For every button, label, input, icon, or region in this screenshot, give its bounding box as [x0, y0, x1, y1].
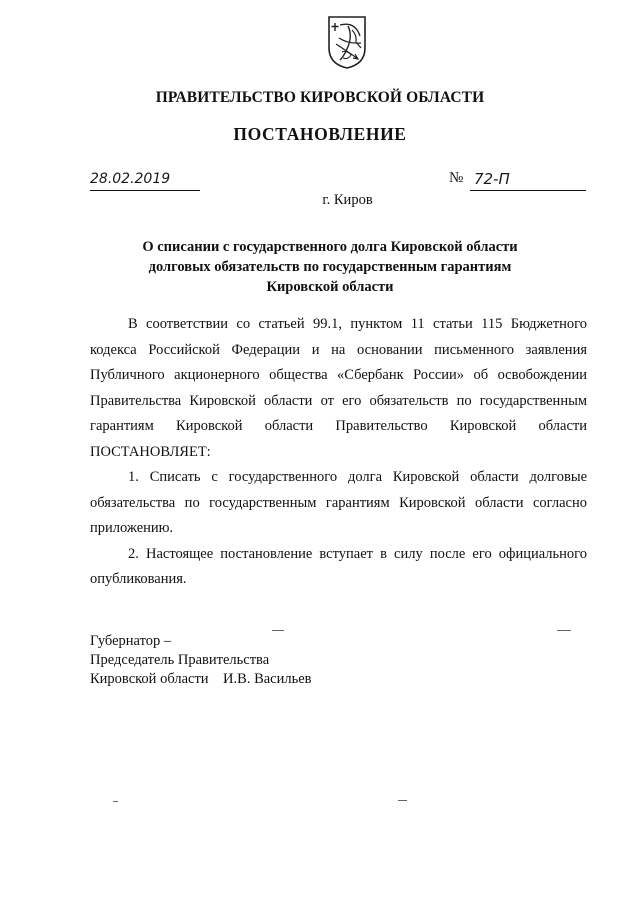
scan-mark	[113, 801, 118, 802]
document-body	[90, 312, 587, 593]
handwritten-date: 28.02.2019	[90, 171, 171, 187]
scan-mark	[398, 800, 407, 801]
decree-item-1: 1. Списать с государственного долга Кировской области долговые обязательства по государственным гарантиям Кировской области согласно приложению.	[90, 469, 587, 536]
decree-item-2: 2. Настоящее постановление вступает в силу после его официального опубликования.	[90, 545, 587, 587]
date-field	[90, 170, 200, 191]
subject-line: долговых обязательств по государственным гарантиям	[148, 259, 512, 275]
scan-mark	[557, 630, 571, 631]
signatory-name: И.В. Васильев	[223, 671, 312, 687]
coat-of-arms-emblem	[326, 14, 368, 70]
number-label: №	[449, 170, 464, 186]
kirov-coat-of-arms-icon	[326, 14, 368, 70]
signatory-org: Кировской области	[90, 671, 209, 687]
scan-mark	[272, 630, 284, 631]
signatory-title-line: Председатель Правительства	[90, 652, 270, 668]
signatory-title-line: Губернатор –	[90, 633, 172, 649]
handwritten-number: 72-П	[474, 170, 510, 188]
document-type-title: ПОСТАНОВЛЕНИЕ	[233, 124, 407, 144]
signatory-name-line	[90, 670, 312, 689]
subject-line: О списании с государственного долга Кировской области	[142, 239, 518, 255]
city-line: г. Киров	[322, 192, 373, 208]
document-subject	[120, 237, 540, 297]
number-field	[470, 170, 586, 191]
decree-word: ПОСТАНОВЛЯЕТ:	[90, 443, 211, 460]
signature-block	[90, 632, 312, 689]
subject-line: Кировской области	[266, 279, 394, 295]
government-title: ПРАВИТЕЛЬСТВО КИРОВСКОЙ ОБЛАСТИ	[155, 89, 485, 106]
preamble-paragraph: В соответствии со статьей 99.1, пунктом 11 статьи 115 Бюджетного кодекса Российской Федерации и на основании письменного заявления Публичного акционерного общества «Сбербанк России» об освобождении Правительства Кировской области от его обязательств по государственным гарантиям Кировской области Правительство Кировской области	[90, 316, 587, 434]
